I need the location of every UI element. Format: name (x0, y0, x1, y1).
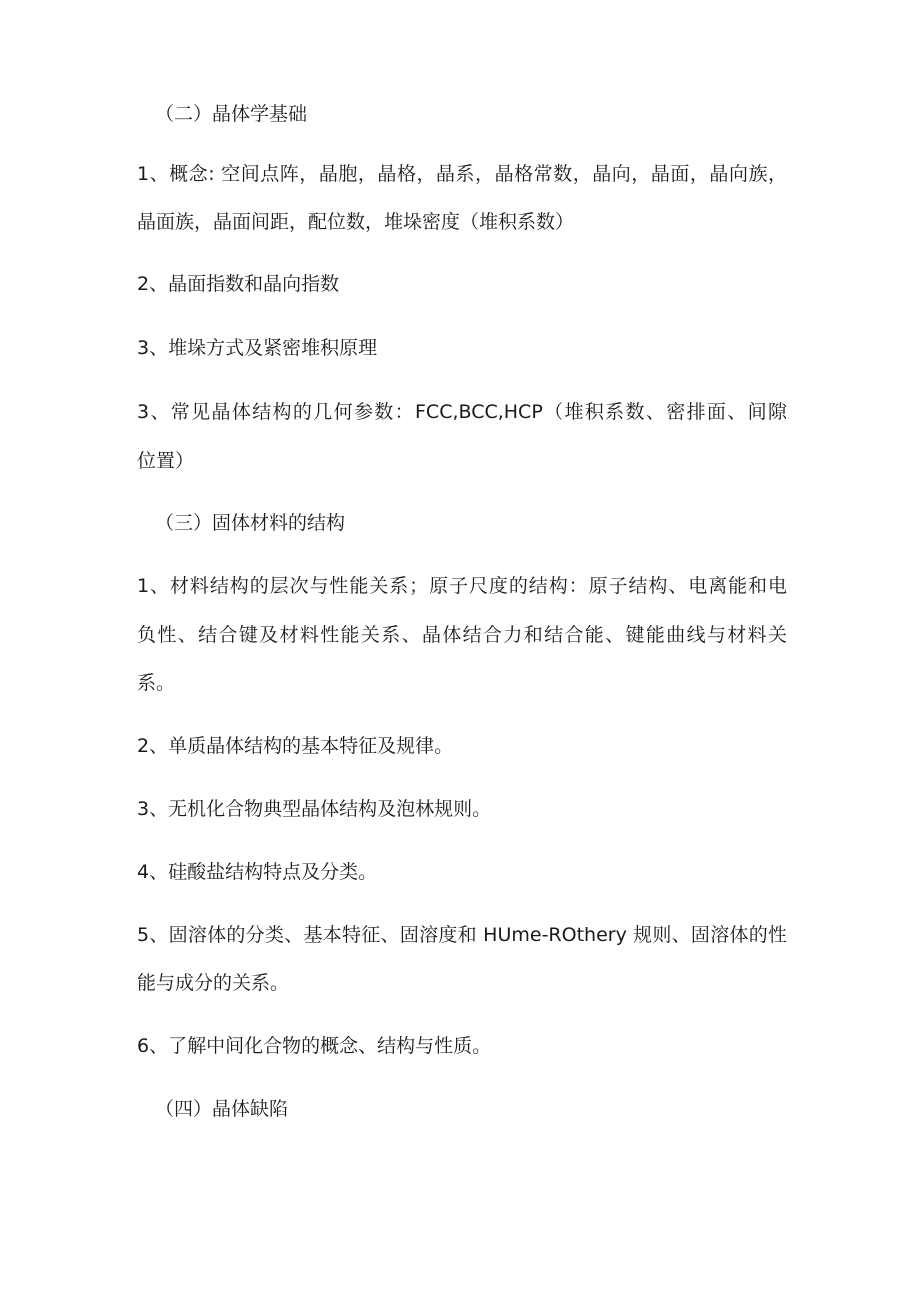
paragraph-line: 4、硅酸盐结构特点及分类。 (137, 861, 378, 883)
paragraph-line: 2、单质晶体结构的基本特征及规律。 (137, 735, 454, 757)
section-heading-solid-structure: （三）固体材料的结构 (155, 512, 346, 534)
paragraph-line: 负性、结合键及材料性能关系、晶体结合力和结合能、键能曲线与材料关 (137, 624, 787, 646)
paragraph-line: 6、了解中间化合物的概念、结构与性质。 (137, 1035, 492, 1057)
paragraph-line: 3、堆垛方式及紧密堆积原理 (137, 337, 378, 359)
paragraph-line: 能与成分的关系。 (137, 972, 290, 994)
paragraph-line: 1、概念: 空间点阵，晶胞，晶格，晶系，晶格常数，晶向，晶面，晶向族， (137, 163, 787, 185)
paragraph-line: 3、常见晶体结构的几何参数：FCC,BCC,HCP（堆积系数、密排面、间隙 (137, 401, 787, 423)
paragraph-line: 1、材料结构的层次与性能关系；原子尺度的结构：原子结构、电离能和电 (137, 575, 787, 597)
paragraph-line: 位置） (137, 450, 195, 472)
paragraph-line: 3、无机化合物典型晶体结构及泡林规则。 (137, 798, 492, 820)
paragraph-line: 系。 (137, 672, 176, 694)
paragraph-line: 5、固溶体的分类、基本特征、固溶度和 HUme-ROthery 规则、固溶体的性 (137, 924, 787, 946)
section-heading-crystal-defects: （四）晶体缺陷 (155, 1098, 289, 1120)
paragraph-line: 2、晶面指数和晶向指数 (137, 273, 340, 295)
paragraph-line: 晶面族，晶面间距，配位数，堆垛密度（堆积系数） (137, 211, 575, 233)
section-heading-crystallography: （二）晶体学基础 (155, 103, 308, 125)
